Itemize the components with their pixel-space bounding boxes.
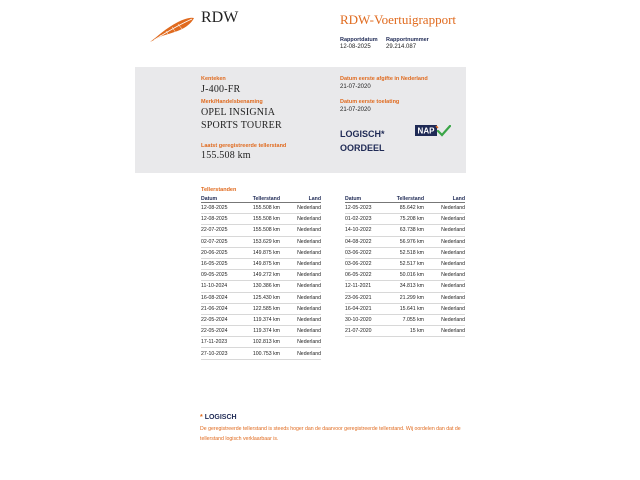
rdw-feather-logo-icon [148,14,196,44]
table-row [345,236,465,247]
cell-date: 22-07-2025 [201,225,243,236]
table-row [345,270,465,281]
table-row [345,326,465,337]
footnote-text: De geregistreerde tellerstand is steeds hoger dan de daarvoor geregistreerde tellerstand. Wij oordelen dan dat de tellerstand logisch verklaarbaar is. [200,426,461,442]
table-row [201,292,321,303]
cell-country: Nederland [280,348,321,359]
table-row [201,314,321,325]
cell-date: 01-02-2023 [345,214,387,225]
footnote-title-text: LOGISCH [204,414,237,421]
column-header-date: Datum [345,195,387,203]
report-date-value: 12-08-2025 [340,44,371,50]
table-row [201,214,321,225]
table-row [345,314,465,325]
plate-label: Kenteken [201,76,226,82]
cell-reading: 100.753 km [243,348,280,359]
cell-reading: 155.508 km [243,225,280,236]
cell-country: Nederland [280,258,321,269]
odometer-last-label: Laatst geregistreerde tellerstand [201,143,287,149]
cell-country: Nederland [280,247,321,258]
cell-date: 12-11-2021 [345,281,387,292]
cell-country: Nederland [424,326,465,337]
table-row [201,303,321,314]
table-row [201,348,321,359]
column-header-reading: Tellerstand [387,195,424,203]
cell-reading: 15 km [387,326,424,337]
footnote-title [200,414,237,421]
cell-reading: 56.976 km [387,236,424,247]
cell-country: Nederland [424,303,465,314]
cell-country: Nederland [280,281,321,292]
cell-country: Nederland [424,292,465,303]
nap-logo-text: NAP [417,126,435,136]
report-number-label: Rapportnummer [386,37,429,43]
cell-reading: 119.374 km [243,326,280,337]
column-header-date: Datum [201,195,243,203]
table-row [201,281,321,292]
table-row [201,247,321,258]
cell-country: Nederland [280,225,321,236]
plate-value: J-400-FR [201,84,241,95]
vehicle-summary-panel [135,67,466,173]
table-row [345,225,465,236]
cell-country: Nederland [280,214,321,225]
footnote-star: * [200,414,203,421]
report-number-value: 29.214.087 [386,44,417,50]
cell-country: Nederland [280,292,321,303]
cell-date: 09-05-2025 [201,270,243,281]
table-row [345,203,465,214]
first-nl-date-value: 21-07-2020 [340,84,371,90]
cell-country: Nederland [424,236,465,247]
table-row [345,292,465,303]
report-title: RDW-Voertuigrapport [340,12,457,27]
table-row [345,303,465,314]
first-admission-label: Datum eerste toelating [340,99,400,105]
cell-date: 23-06-2021 [345,292,387,303]
cell-reading: 75.208 km [387,214,424,225]
cell-reading: 85.642 km [387,203,424,214]
cell-country: Nederland [280,326,321,337]
table-row [201,225,321,236]
column-header-reading: Tellerstand [243,195,280,203]
cell-date: 12-05-2023 [345,203,387,214]
cell-reading: 52.518 km [387,247,424,258]
cell-reading: 155.508 km [243,214,280,225]
odometer-section-label: Tellerstanden [201,187,237,193]
model-line-1: OPEL INSIGNIA [201,107,276,118]
cell-reading: 125.430 km [243,292,280,303]
model-label: Merk/Handelsbenaming [201,99,263,105]
odometer-last-value: 155.508 km [201,150,251,161]
table-row [345,281,465,292]
cell-country: Nederland [424,225,465,236]
cell-date: 27-10-2023 [201,348,243,359]
cell-reading: 21.299 km [387,292,424,303]
cell-reading: 149.875 km [243,258,280,269]
brand-name: RDW [201,9,239,26]
cell-date: 20-06-2025 [201,247,243,258]
verdict-line-1: LOGISCH* [340,129,385,139]
cell-date: 16-08-2024 [201,292,243,303]
cell-date: 14-10-2022 [345,225,387,236]
cell-reading: 15.641 km [387,303,424,314]
cell-reading: 149.875 km [243,247,280,258]
table-header-row [201,195,321,203]
cell-date: 12-08-2025 [201,203,243,214]
cell-country: Nederland [280,314,321,325]
table-row [345,258,465,269]
cell-reading: 153.629 km [243,236,280,247]
odometer-table-right [345,195,465,337]
cell-country: Nederland [424,314,465,325]
cell-reading: 7.055 km [387,314,424,325]
cell-country: Nederland [424,203,465,214]
table-row [345,247,465,258]
table-row [345,214,465,225]
table-row [201,326,321,337]
nap-check-logo-icon [415,125,451,137]
cell-date: 03-06-2022 [345,258,387,269]
table-row [201,258,321,269]
report-date-label: Rapportdatum [340,37,378,43]
model-line-2: SPORTS TOURER [201,120,282,131]
cell-reading: 119.374 km [243,314,280,325]
cell-reading: 34.813 km [387,281,424,292]
cell-reading: 52.517 km [387,258,424,269]
cell-country: Nederland [280,203,321,214]
cell-country: Nederland [424,247,465,258]
cell-date: 22-05-2024 [201,326,243,337]
cell-country: Nederland [424,214,465,225]
cell-reading: 149.272 km [243,270,280,281]
cell-date: 06-05-2022 [345,270,387,281]
cell-country: Nederland [280,236,321,247]
cell-country: Nederland [424,258,465,269]
cell-date: 04-08-2022 [345,236,387,247]
cell-date: 02-07-2025 [201,236,243,247]
cell-date: 21-06-2024 [201,303,243,314]
cell-country: Nederland [424,281,465,292]
cell-reading: 155.508 km [243,203,280,214]
cell-date: 11-10-2024 [201,281,243,292]
table-row [201,203,321,214]
verdict-text [340,127,385,155]
first-admission-value: 21-07-2020 [340,107,371,113]
cell-country: Nederland [424,270,465,281]
cell-date: 17-11-2023 [201,337,243,348]
cell-reading: 102.813 km [243,337,280,348]
cell-reading: 50.016 km [387,270,424,281]
cell-reading: 63.738 km [387,225,424,236]
table-header-row [345,195,465,203]
table-row [201,270,321,281]
column-header-country: Land [424,195,465,203]
first-nl-date-label: Datum eerste afgifte in Nederland [340,76,428,82]
cell-reading: 122.585 km [243,303,280,314]
odometer-table-left [201,195,321,360]
cell-date: 12-08-2025 [201,214,243,225]
cell-country: Nederland [280,303,321,314]
cell-date: 30-10-2020 [345,314,387,325]
cell-date: 16-05-2025 [201,258,243,269]
verdict-line-2: OORDEEL [340,143,385,153]
cell-country: Nederland [280,337,321,348]
cell-date: 03-06-2022 [345,247,387,258]
column-header-country: Land [280,195,321,203]
table-row [201,236,321,247]
cell-date: 21-07-2020 [345,326,387,337]
table-row [201,337,321,348]
cell-date: 16-04-2021 [345,303,387,314]
cell-country: Nederland [280,270,321,281]
cell-reading: 130.386 km [243,281,280,292]
cell-date: 22-05-2024 [201,314,243,325]
